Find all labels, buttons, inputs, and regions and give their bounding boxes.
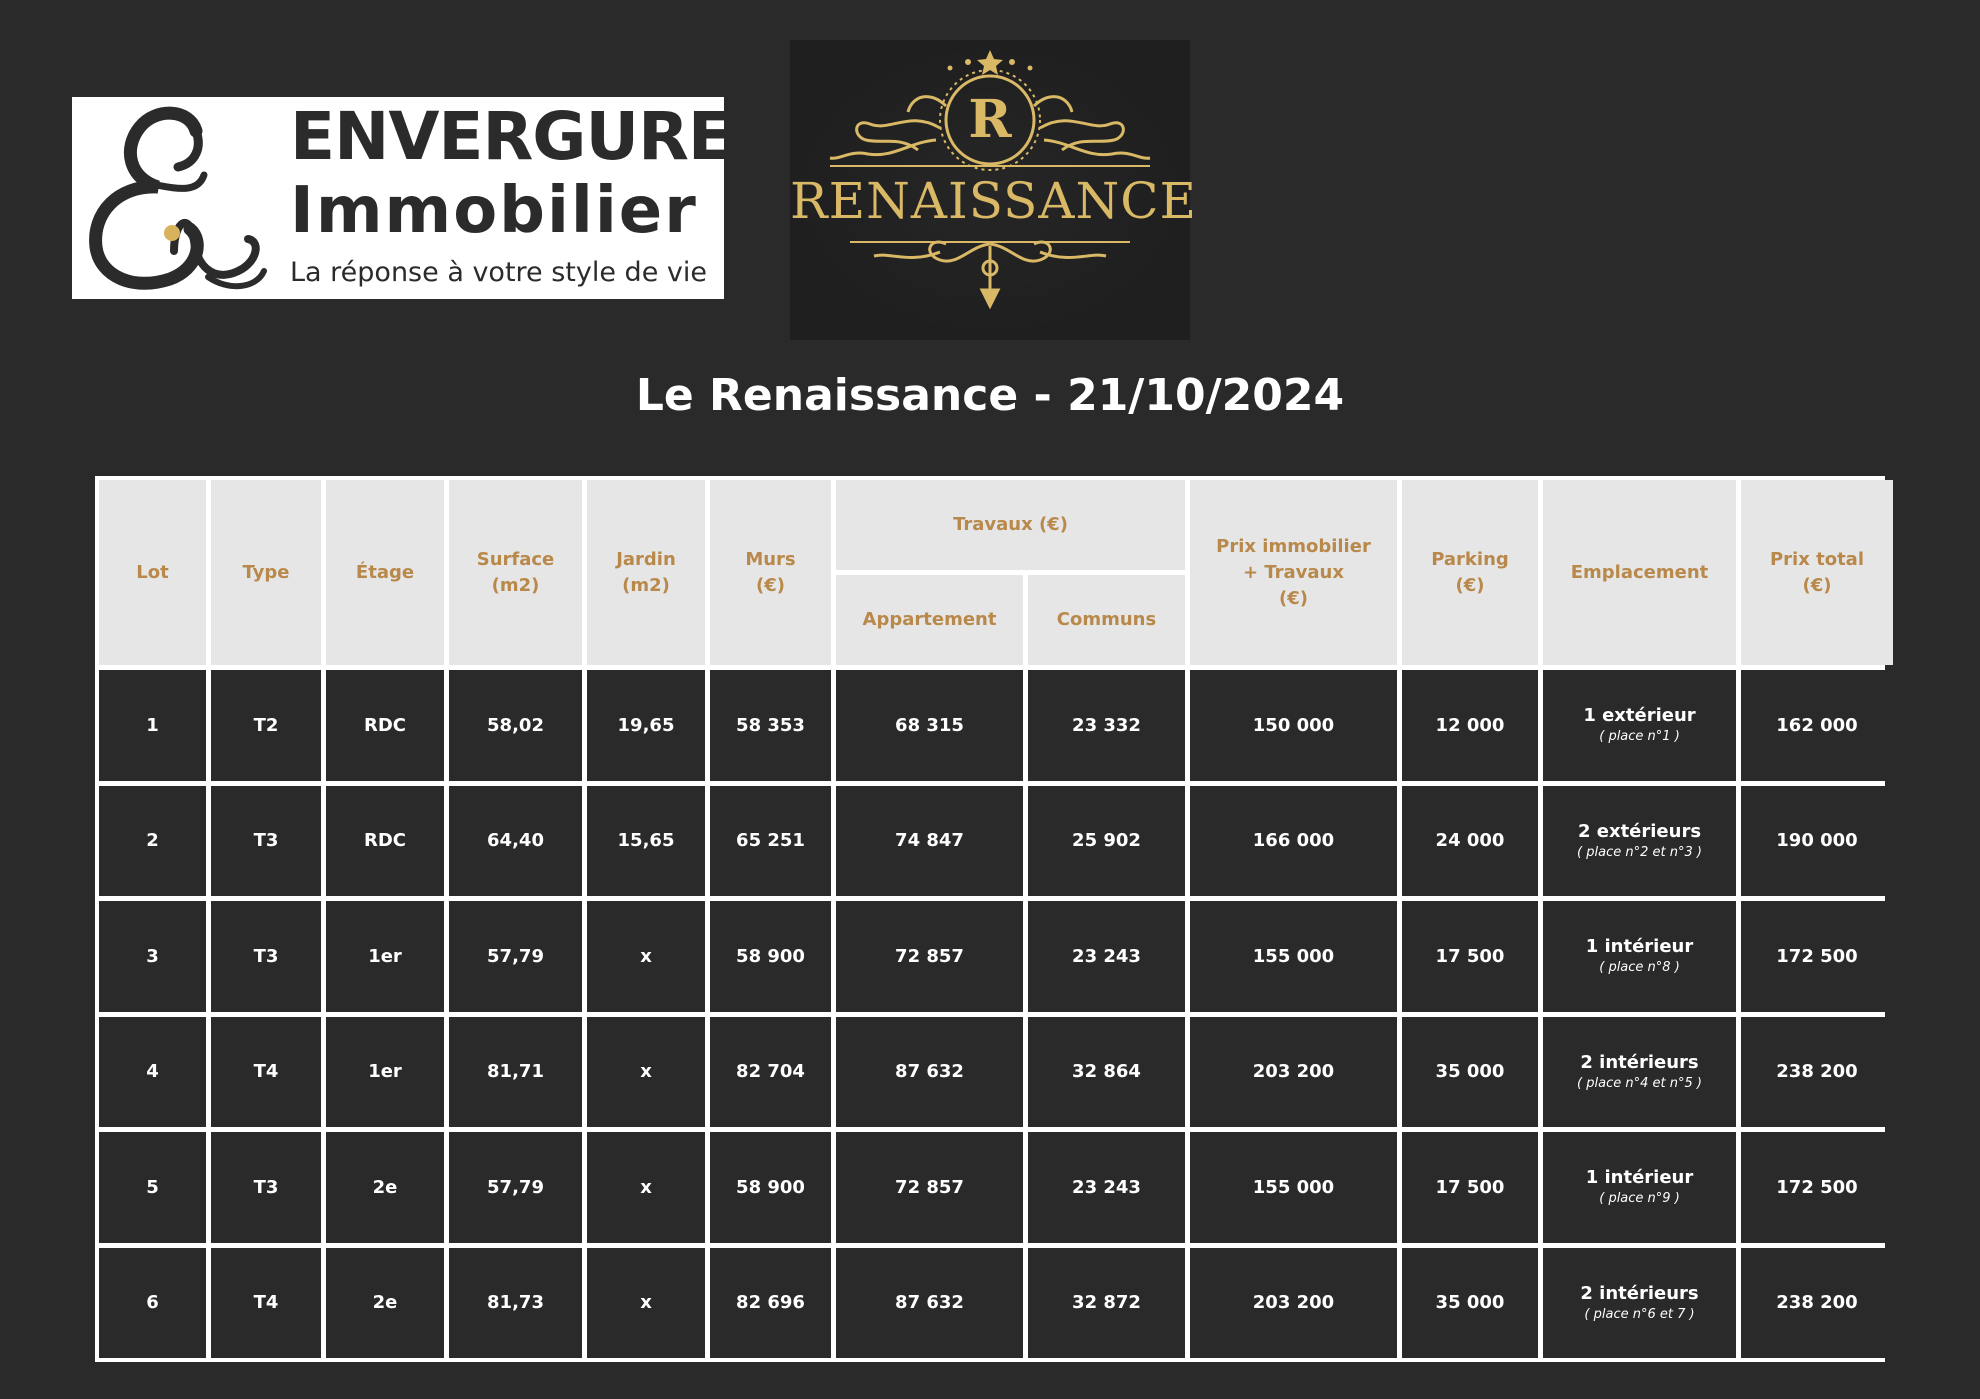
header-parking-line2: (€) — [1455, 574, 1485, 596]
cell-appartement: 87 632 — [836, 1248, 1023, 1359]
header-prix-immobilier-line3: (€) — [1279, 587, 1308, 609]
cell-prix-total: 162 000 — [1741, 670, 1893, 781]
cell-emplacement — [1543, 1132, 1736, 1243]
cell-parking: 12 000 — [1402, 670, 1538, 781]
cell-murs: 58 353 — [710, 670, 831, 781]
header-jardin — [587, 480, 705, 665]
cell-appartement: 74 847 — [836, 786, 1023, 897]
header-etage: Étage — [326, 480, 444, 665]
cell-type: T2 — [211, 670, 321, 781]
cell-parking: 17 500 — [1402, 901, 1538, 1012]
cell-jardin: 15,65 — [587, 786, 705, 897]
header-travaux: Travaux (€) — [836, 480, 1185, 570]
cell-prix-immobilier: 203 200 — [1190, 1248, 1397, 1359]
cell-prix-immobilier: 155 000 — [1190, 1132, 1397, 1243]
header-emplacement: Emplacement — [1543, 480, 1736, 665]
cell-type: T4 — [211, 1017, 321, 1128]
table-row — [99, 670, 1893, 781]
cell-appartement: 72 857 — [836, 901, 1023, 1012]
cell-lot: 4 — [99, 1017, 206, 1128]
cell-appartement: 87 632 — [836, 1017, 1023, 1128]
cell-communs: 25 902 — [1028, 786, 1185, 897]
cell-murs: 58 900 — [710, 1132, 831, 1243]
header-surface-line1: Surface — [476, 548, 555, 570]
page-title: Le Renaissance - 21/10/2024 — [635, 370, 1345, 421]
table-row — [99, 1132, 1893, 1243]
cell-appartement: 72 857 — [836, 1132, 1023, 1243]
cell-etage: 2e — [326, 1132, 444, 1243]
cell-lot: 5 — [99, 1132, 206, 1243]
renaissance-monogram-letter: R — [968, 89, 1012, 150]
header-murs-line1: Murs — [745, 548, 796, 570]
cell-communs: 32 864 — [1028, 1017, 1185, 1128]
cell-etage: 2e — [326, 1248, 444, 1359]
cell-parking: 24 000 — [1402, 786, 1538, 897]
header-lot: Lot — [99, 480, 206, 665]
envergure-logo — [72, 97, 732, 299]
header-prix-immobilier-line2: + Travaux — [1243, 561, 1344, 583]
cell-type: T3 — [211, 901, 321, 1012]
cell-lot: 6 — [99, 1248, 206, 1359]
header-parking-line1: Parking — [1431, 548, 1509, 570]
header-parking — [1402, 480, 1538, 665]
cell-lot: 2 — [99, 786, 206, 897]
cell-parking: 35 000 — [1402, 1248, 1538, 1359]
cell-parking: 17 500 — [1402, 1132, 1538, 1243]
price-table-container — [95, 476, 1885, 1362]
cell-communs: 23 243 — [1028, 901, 1185, 1012]
cell-parking: 35 000 — [1402, 1017, 1538, 1128]
emplacement-note: ( place n°8 ) — [1599, 960, 1680, 976]
cell-emplacement — [1543, 1017, 1736, 1128]
renaissance-wordmark: RENAISSANCE — [790, 172, 1197, 230]
cell-type: T3 — [211, 1132, 321, 1243]
header-appartement: Appartement — [836, 575, 1023, 665]
cell-jardin: 19,65 — [587, 670, 705, 781]
cell-prix-immobilier: 166 000 — [1190, 786, 1397, 897]
cell-communs: 23 243 — [1028, 1132, 1185, 1243]
cell-murs: 65 251 — [710, 786, 831, 897]
header-type: Type — [211, 480, 321, 665]
cell-emplacement — [1543, 670, 1736, 781]
table-row — [99, 1248, 1893, 1359]
cell-murs: 82 696 — [710, 1248, 831, 1359]
emplacement-label: 2 extérieurs — [1577, 820, 1702, 842]
emplacement-note: ( place n°4 et n°5 ) — [1577, 1075, 1702, 1091]
envergure-monogram-icon — [78, 101, 278, 297]
envergure-tagline: La réponse à votre style de vie — [290, 257, 707, 288]
cell-prix-total: 172 500 — [1741, 1132, 1893, 1243]
table-row — [99, 901, 1893, 1012]
cell-emplacement — [1543, 901, 1736, 1012]
cell-etage: RDC — [326, 786, 444, 897]
cell-emplacement — [1543, 1248, 1736, 1359]
header-prix-immobilier — [1190, 480, 1397, 665]
cell-prix-immobilier: 155 000 — [1190, 901, 1397, 1012]
cell-prix-total: 238 200 — [1741, 1017, 1893, 1128]
cell-prix-immobilier: 150 000 — [1190, 670, 1397, 781]
emplacement-label: 1 intérieur — [1585, 1167, 1694, 1189]
cell-prix-total: 172 500 — [1741, 901, 1893, 1012]
cell-lot: 1 — [99, 670, 206, 781]
table-row — [99, 1017, 1893, 1128]
cell-jardin: x — [587, 1017, 705, 1128]
cell-jardin: x — [587, 901, 705, 1012]
emplacement-note: ( place n°6 et 7 ) — [1584, 1306, 1695, 1322]
cell-jardin: x — [587, 1248, 705, 1359]
envergure-title: ENVERGURE — [290, 98, 732, 175]
cell-type: T3 — [211, 786, 321, 897]
emplacement-note: ( place n°9 ) — [1599, 1191, 1680, 1207]
price-table — [94, 475, 1898, 1363]
header-murs-line2: (€) — [756, 574, 785, 596]
header-jardin-line2: (m2) — [622, 574, 670, 596]
envergure-subtitle: Immobilier — [290, 174, 698, 248]
header-surface-line2: (m2) — [491, 574, 540, 596]
emplacement-label: 1 extérieur — [1583, 705, 1696, 727]
cell-murs: 58 900 — [710, 901, 831, 1012]
cell-surface: 57,79 — [449, 901, 582, 1012]
cell-prix-immobilier: 203 200 — [1190, 1017, 1397, 1128]
cell-lot: 3 — [99, 901, 206, 1012]
header-prix-immobilier-line1: Prix immobilier — [1216, 535, 1371, 557]
cell-surface: 81,73 — [449, 1248, 582, 1359]
cell-surface: 57,79 — [449, 1132, 582, 1243]
emplacement-note: ( place n°2 et n°3 ) — [1577, 844, 1702, 860]
cell-type: T4 — [211, 1248, 321, 1359]
renaissance-logo — [790, 40, 1197, 340]
header-prix-total-line2: (€) — [1802, 574, 1832, 596]
cell-etage: 1er — [326, 901, 444, 1012]
cell-prix-total: 238 200 — [1741, 1248, 1893, 1359]
cell-communs: 32 872 — [1028, 1248, 1185, 1359]
header-prix-total-line1: Prix total — [1769, 548, 1864, 570]
header-surface — [449, 480, 582, 665]
cell-surface: 64,40 — [449, 786, 582, 897]
cell-jardin: x — [587, 1132, 705, 1243]
cell-appartement: 68 315 — [836, 670, 1023, 781]
header-murs — [710, 480, 831, 665]
emplacement-note: ( place n°1 ) — [1599, 729, 1680, 745]
emplacement-label: 1 intérieur — [1585, 936, 1694, 958]
header-prix-total — [1741, 480, 1893, 665]
table-row — [99, 786, 1893, 897]
emplacement-label: 2 intérieurs — [1580, 1282, 1699, 1304]
cell-emplacement — [1543, 786, 1736, 897]
header-communs: Communs — [1028, 575, 1185, 665]
cell-prix-total: 190 000 — [1741, 786, 1893, 897]
emplacement-label: 2 intérieurs — [1580, 1051, 1699, 1073]
cell-etage: 1er — [326, 1017, 444, 1128]
cell-surface: 81,71 — [449, 1017, 582, 1128]
cell-murs: 82 704 — [710, 1017, 831, 1128]
cell-surface: 58,02 — [449, 670, 582, 781]
cell-etage: RDC — [326, 670, 444, 781]
cell-communs: 23 332 — [1028, 670, 1185, 781]
header-jardin-line1: Jardin — [616, 548, 676, 570]
